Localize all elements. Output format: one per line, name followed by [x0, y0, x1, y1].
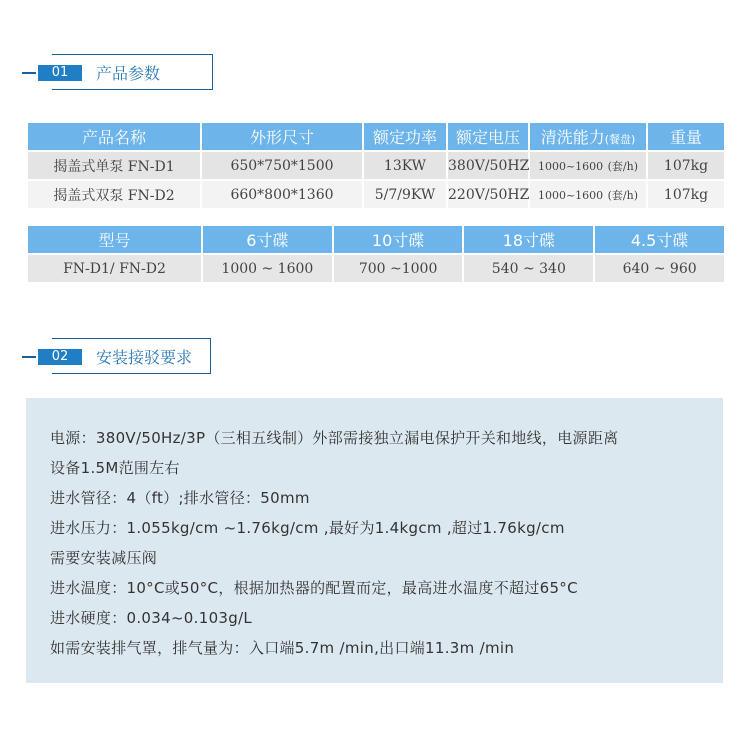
section-number: 01	[38, 65, 82, 81]
install-line: 需要安装减压阀	[50, 549, 158, 567]
section-number: 02	[38, 349, 82, 365]
col-header-weight: 重量	[648, 123, 724, 150]
col-header-size: 外形尺寸	[202, 123, 362, 150]
table-row	[28, 181, 724, 208]
col-header-power: 额定功率	[364, 123, 446, 150]
header-dash	[22, 356, 36, 358]
plate-header-row	[28, 226, 724, 253]
cell-18in: 540 ~ 340	[464, 255, 593, 282]
install-requirements-box	[26, 398, 723, 683]
cell-4-5in: 640 ~ 960	[595, 255, 724, 282]
section-title: 安装接驳要求	[96, 348, 193, 367]
install-line: 设备1.5M范围左右	[50, 459, 180, 477]
col-header-6in: 6寸碟	[203, 226, 332, 253]
table-row	[28, 152, 724, 179]
capacity-label: 清洗能力	[540, 128, 605, 147]
install-line: 进水温度：10°C或50°C，根据加热器的配置而定，最高进水温度不超过65°C	[50, 579, 578, 597]
cell-capacity	[530, 181, 646, 208]
table-row	[28, 255, 724, 282]
install-line: 进水管径：4（ft）;排水管径：50mm	[50, 489, 310, 507]
capacity-value: 1000~1600	[537, 159, 604, 173]
cell-name: 揭盖式单泵 FN-D1	[28, 152, 200, 179]
cell-power: 13KW	[364, 152, 446, 179]
section-header-install	[22, 338, 214, 374]
spec-table	[26, 121, 726, 210]
capacity-sub-label: (餐盘)	[604, 133, 636, 146]
cell-voltage: 380V/50HZ	[448, 152, 528, 179]
capacity-value: 1000~1600	[537, 188, 604, 202]
cell-10in: 700 ~1000	[334, 255, 463, 282]
col-header-name: 产品名称	[28, 123, 200, 150]
cell-6in: 1000 ~ 1600	[203, 255, 332, 282]
plate-table	[26, 224, 726, 284]
section-title: 产品参数	[96, 64, 161, 83]
install-line: 如需安装排气罩，排气量为：入口端5.7m /min,出口端11.3m /min	[50, 639, 515, 657]
cell-capacity	[530, 152, 646, 179]
spec-header-row	[28, 123, 724, 150]
cell-model: FN-D1/ FN-D2	[28, 255, 201, 282]
install-line: 进水压力：1.055kg/cm ~1.76kg/cm ,最好为1.4kgcm ,超过1.76kg/cm	[50, 519, 565, 537]
section-header-product-params	[22, 54, 214, 90]
capacity-unit: (套/h)	[607, 159, 639, 173]
cell-weight: 107kg	[648, 152, 724, 179]
capacity-unit: (套/h)	[607, 188, 639, 202]
cell-size: 650*750*1500	[202, 152, 362, 179]
col-header-10in: 10寸碟	[334, 226, 463, 253]
cell-weight: 107kg	[648, 181, 724, 208]
cell-name: 揭盖式双泵 FN-D2	[28, 181, 200, 208]
cell-voltage: 220V/50HZ	[448, 181, 528, 208]
col-header-capacity	[530, 123, 646, 150]
cell-power: 5/7/9KW	[364, 181, 446, 208]
install-line: 电源：380V/50Hz/3P（三相五线制）外部需接独立漏电保护开关和地线，电源距离	[50, 429, 619, 447]
cell-size: 660*800*1360	[202, 181, 362, 208]
header-dash	[22, 72, 36, 74]
col-header-18in: 18寸碟	[464, 226, 593, 253]
col-header-voltage: 额定电压	[448, 123, 528, 150]
col-header-4-5in: 4.5寸碟	[595, 226, 724, 253]
col-header-model: 型号	[28, 226, 201, 253]
install-line: 进水硬度：0.034~0.103g/L	[50, 609, 253, 627]
